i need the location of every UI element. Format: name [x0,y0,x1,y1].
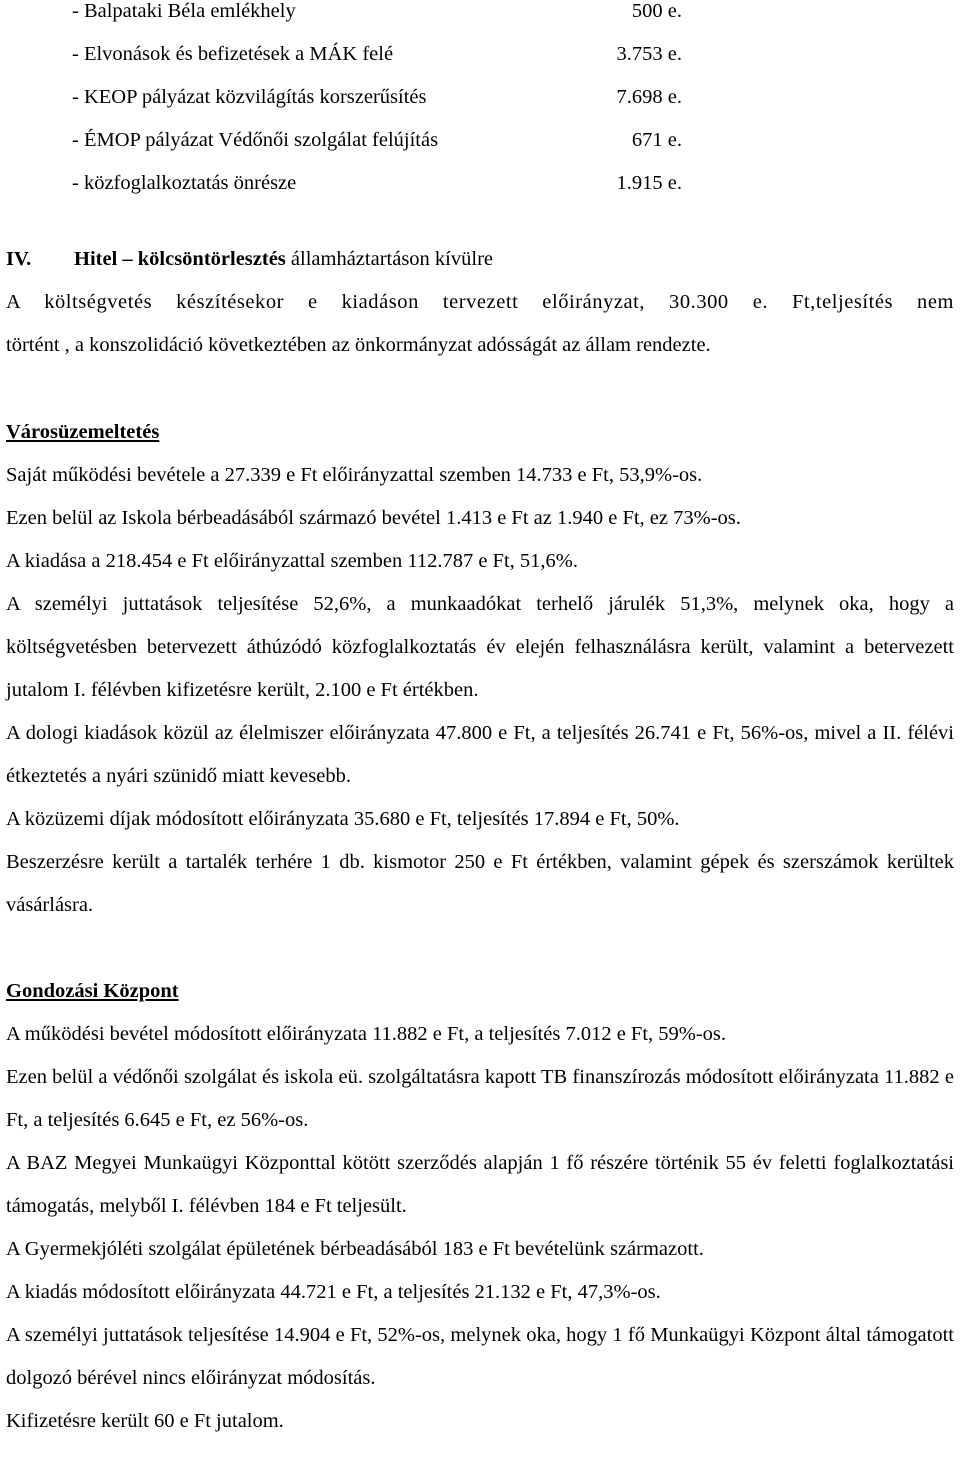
list-item-label: - ÉMOP pályázat Védőnői szolgálat felújítás [72,129,439,151]
list-item-value: 500 e. [631,0,682,22]
list-item-label: - KEOP pályázat közvilágítás korszerűsítés [72,86,427,108]
list-item-value: 3.753 e. [616,43,682,65]
list-item-value: 7.698 e. [616,86,682,108]
paragraph: A kiadás módosított előirányzata 44.721 e Ft, a teljesítés 21.132 e Ft, 47,3%-os. [6,1281,661,1303]
list-item-label: - Balpataki Béla emlékhely [72,0,296,22]
paragraph: Beszerzésre került a tartalék terhére 1 db. kismotor 250 e Ft értékben, valamint gépek és szerszámok kerültek vásárlásra. [6,851,954,916]
paragraph: Saját működési bevétele a 27.339 e Ft előirányzattal szemben 14.733 e Ft, 53,9%-os. [6,464,703,486]
list-item [6,33,954,76]
paragraph: Ezen belül a védőnői szolgálat és iskola eü. szolgáltatásra kapott TB finanszírozás módosított előirányzata 11.882 e Ft, a teljesítés 6.645 e Ft, ez 56%-os. [6,1066,954,1131]
list-item-value: 1.915 e. [616,172,682,194]
section-title-bold: Hitel – kölcsöntörlesztés [74,248,286,270]
paragraph: A kiadása a 218.454 e Ft előirányzattal szemben 112.787 e Ft, 51,6%. [6,550,578,572]
paragraph: A személyi juttatások teljesítése 52,6%, a munkaadókat terhelő járulék 51,3%, melynek oka, hogy a költségvetésben betervezett áthúzódó közfoglalkoztatás év elején felhasználásra került, valamint a betervezett jutalom I. félévben kifizetésre került, 2.100 e Ft értékben. [6,593,954,701]
paragraph: A Gyermekjóléti szolgálat épületének bérbeadásából 183 e Ft bevételünk származott. [6,1238,704,1260]
list-item-value: 671 e. [631,129,682,151]
section-title-gondozasi-kozpont: Gondozási Központ [6,980,179,1002]
paragraph: A BAZ Megyei Munkaügyi Központtal kötött szerződés alapján 1 fő részére történik 55 év feletti foglalkoztatási támogatás, melyből I. félévben 184 e Ft teljesült. [6,1152,954,1217]
section-iv-line: történt , a konszolidáció következtében az önkormányzat adósságát az állam rendezte. [6,334,711,356]
section-iv-heading [6,238,954,281]
paragraph: A személyi juttatások teljesítése 14.904 e Ft, 52%-os, melynek oka, hogy 1 fő Munkaügyi Központ által támogatott dolgozó bérével nincs előirányzat módosítás. [6,1324,954,1389]
list-item [6,119,954,162]
list-item-label: - közfoglalkoztatás önrésze [72,172,297,194]
paragraph: A dologi kiadások közül az élelmiszer előirányzata 47.800 e Ft, a teljesítés 26.741 e Ft, 56%-os, mivel a II. félévi étkeztetés a nyári szünidő miatt kevesebb. [6,722,954,787]
expense-list [6,0,954,205]
section-number: IV. [6,248,32,270]
paragraph: Ezen belül az Iskola bérbeadásából származó bevétel 1.413 e Ft az 1.940 e Ft, ez 73%-os. [6,507,741,529]
list-item-label: - Elvonások és befizetések a MÁK felé [72,43,394,65]
section-title [74,238,493,281]
list-item [6,76,954,119]
section-title-varosuzemeltetes: Városüzemeltetés [6,421,160,443]
spacer [6,927,954,970]
paragraph: A működési bevétel módosított előirányzata 11.882 e Ft, a teljesítés 7.012 e Ft, 59%-os. [6,1023,727,1045]
paragraph: Kifizetésre került 60 e Ft jutalom. [6,1410,284,1432]
section-title-rest: államháztartáson kívülre [285,248,493,270]
list-item [6,162,954,205]
list-item [6,0,954,33]
section-iv-line: A költségvetés készítésekor e kiadáson tervezett előirányzat, 30.300 e. Ft,teljesítés nem [6,291,954,313]
spacer [6,367,954,411]
paragraph: A közüzemi díjak módosított előirányzata 35.680 e Ft, teljesítés 17.894 e Ft, 50%. [6,808,680,830]
